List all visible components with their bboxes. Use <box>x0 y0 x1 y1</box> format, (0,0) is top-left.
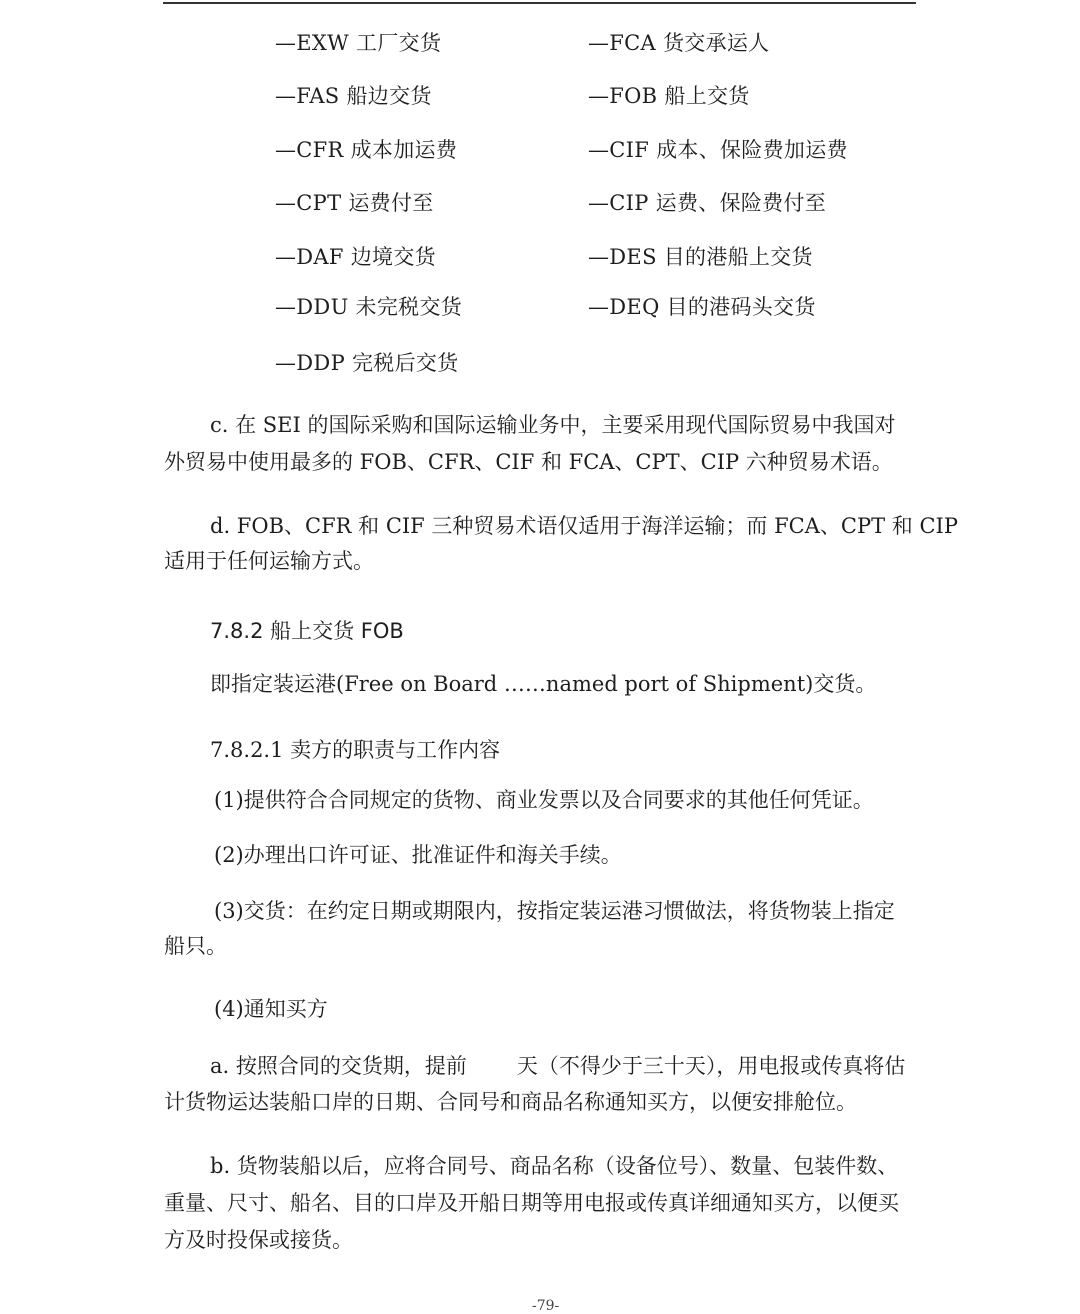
term-cif: —CIF 成本、保险费加运费 <box>588 138 848 162</box>
subsection-heading: 7.8.2.1 卖方的职责与工作内容 <box>210 738 501 762</box>
term-fas: —FAS 船边交货 <box>275 84 432 108</box>
term-cpt: —CPT 运费付至 <box>275 191 434 215</box>
term-exw: —EXW 工厂交货 <box>275 31 442 55</box>
term-fob: —FOB 船上交货 <box>588 84 750 108</box>
top-rule <box>163 2 916 4</box>
para-d-line2: 适用于任何运输方式。 <box>164 549 374 573</box>
term-ddu: —DDU 未完税交货 <box>275 295 463 319</box>
term-cfr: —CFR 成本加运费 <box>275 138 458 162</box>
section-intro: 即指定装运港(Free on Board ……named port of Shipment)交货。 <box>210 672 877 696</box>
section-heading: 7.8.2 船上交货 FOB <box>210 619 404 643</box>
item-1: (1)提供符合合同规定的货物、商业发票以及合同要求的其他任何凭证。 <box>214 788 874 812</box>
para-c-line1: c. 在 SEI 的国际采购和国际运输业务中，主要采用现代国际贸易中我国对 <box>210 413 896 437</box>
item-2: (2)办理出口许可证、批准证件和海关手续。 <box>214 843 622 867</box>
item-4: (4)通知买方 <box>214 997 328 1021</box>
para-d-line1: d. FOB、CFR 和 CIF 三种贸易术语仅适用于海洋运输；而 FCA、CPT 和 CIP <box>210 514 958 538</box>
para-b-line3: 方及时投保或接货。 <box>164 1228 353 1252</box>
para-a-line2: 计货物运达装船口岸的日期、合同号和商品名称通知买方，以便安排舱位。 <box>164 1090 857 1114</box>
term-daf: —DAF 边境交货 <box>275 245 436 269</box>
para-a-line1-part2: 天（不得少于三十天），用电报或传真将估 <box>516 1054 906 1078</box>
para-a-line1 <box>210 1050 905 1080</box>
term-fca: —FCA 货交承运人 <box>588 31 770 55</box>
page-number: -79- <box>532 1298 560 1314</box>
term-cip: —CIP 运费、保险费付至 <box>588 191 827 215</box>
item-3-line2: 船只。 <box>164 934 227 958</box>
para-b-line1: b. 货物装船以后，应将合同号、商品名称（设备位号）、数量、包装件数、 <box>210 1154 899 1178</box>
para-b-line2: 重量、尺寸、船名、目的口岸及开船日期等用电报或传真详细通知买方，以便买 <box>164 1191 899 1215</box>
term-ddp: —DDP 完税后交货 <box>275 351 459 375</box>
term-des: —DES 目的港船上交货 <box>588 245 813 269</box>
para-c-line2: 外贸易中使用最多的 FOB、CFR、CIF 和 FCA、CPT、CIP 六种贸易术语。 <box>164 450 893 474</box>
item-3-line1: (3)交货：在约定日期或期限内，按指定装运港习惯做法，将货物装上指定 <box>214 899 895 923</box>
para-a-line1-part1: a. 按照合同的交货期，提前 <box>210 1054 467 1078</box>
term-deq: —DEQ 目的港码头交货 <box>588 295 816 319</box>
